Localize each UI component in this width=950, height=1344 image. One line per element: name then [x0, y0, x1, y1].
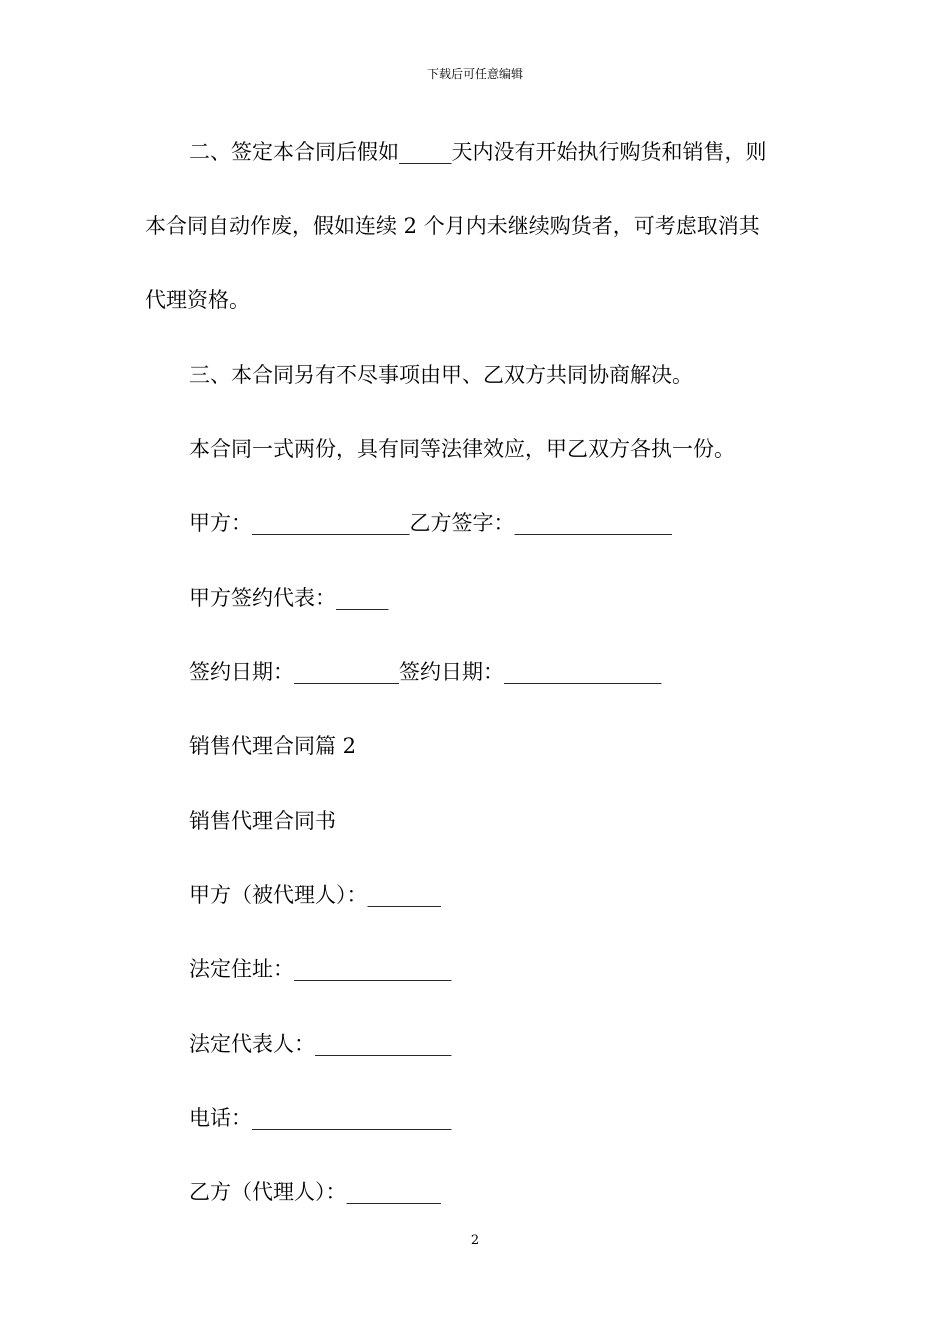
signing-date-line: 签约日期：__________签约日期：_______________	[189, 660, 662, 684]
paragraph-clause-2-line-2: 本合同自动作废，假如连续 2 个月内未继续购货者，可考虑取消其	[145, 214, 760, 238]
paragraph-copies: 本合同一式两份，具有同等法律效应，甲乙双方各执一份。	[189, 437, 735, 461]
document-title: 销售代理合同书	[189, 809, 336, 833]
section-title: 销售代理合同篇 2	[189, 734, 357, 758]
phone-field: 电话：___________________	[189, 1106, 452, 1130]
legal-address-field: 法定住址：_______________	[189, 957, 452, 981]
page-number: 2	[470, 1233, 480, 1248]
paragraph-clause-2-line-3: 代理资格。	[145, 288, 250, 312]
page-header: 下载后可任意编辑	[426, 67, 523, 81]
party-a-principal-field: 甲方（被代理人）：_______	[189, 883, 441, 907]
paragraph-clause-2-line-1: 二、签定本合同后假如_____天内没有开始执行购货和销售，则	[189, 140, 767, 164]
legal-representative-field: 法定代表人：_____________	[189, 1032, 452, 1056]
party-b-agent-field: 乙方（代理人）：_________	[189, 1180, 441, 1204]
party-a-representative-line: 甲方签约代表：_____	[189, 586, 389, 610]
party-a-signature-line: 甲方：_______________乙方签字：_______________	[189, 511, 672, 535]
paragraph-clause-3: 三、本合同另有不尽事项由甲、乙双方共同协商解决。	[189, 363, 693, 387]
